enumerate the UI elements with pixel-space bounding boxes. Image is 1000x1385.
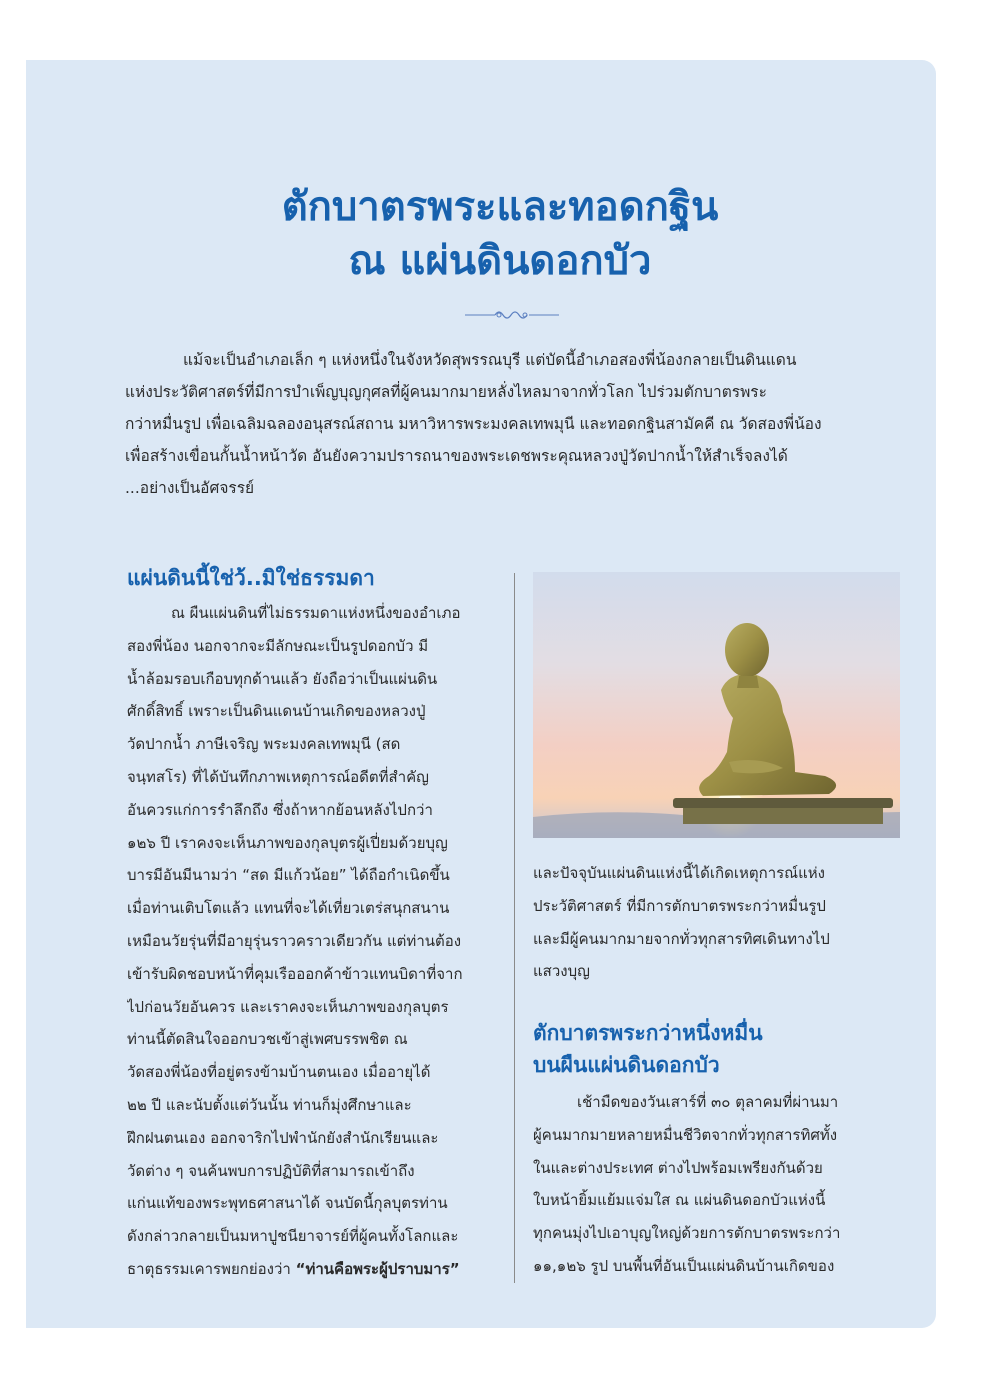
body-line: สองพี่น้อง นอกจากจะมีลักษณะเป็นรูปดอกบัว มี (127, 636, 429, 655)
column-divider (514, 573, 515, 1283)
statue-sunset-photo (533, 572, 900, 838)
section2-body (533, 1086, 900, 1283)
body-line: ๒๒ ปี และนับตั้งแต่วันนั้น ท่านก็มุ่งศึกษาและ (127, 1095, 412, 1114)
section2-heading-line1: ตักบาตรพระกว่าหนึ่งหมื่น (533, 1021, 763, 1045)
intro-paragraph (125, 344, 900, 504)
body-line: วัดปากน้ำ ภาษีเจริญ พระมงคลเทพมุนี (สด (127, 735, 401, 754)
body-line: วัดต่าง ๆ จนค้นพบการปฏิบัติที่สามารถเข้าถึง (127, 1161, 415, 1180)
intro-line: แห่งประวัติศาสตร์ที่มีการบำเพ็ญบุญกุศลที่ผู้คนมากมายหลั่งไหลมาจากทั่วโลก ไปร่วมตักบาตรพระ (125, 383, 767, 401)
right-column-continuation (533, 857, 900, 988)
body-line: ดังกล่าวกลายเป็นมหาปูชนียาจารย์ที่ผู้คนทั้งโลกและ (127, 1227, 459, 1246)
bold-quote: “ท่านคือพระผู้ปราบมาร” (295, 1259, 460, 1278)
body-line: ในและต่างประเทศ ต่างไปพร้อมเพรียงกันด้วย (533, 1158, 823, 1177)
body-line: แก่นแท้ของพระพุทธศาสนาได้ จนบัดนี้กุลบุตรท่าน (127, 1194, 448, 1213)
body-line: ๑๑,๑๒๖ รูป บนพื้นที่อันเป็นแผ่นดินบ้านเกิดของ (533, 1256, 835, 1275)
body-line: เข้ารับผิดชอบหน้าที่คุมเรือออกค้าข้าวแทนบิดาที่จาก (127, 964, 463, 983)
body-line: เหมือนวัยรุ่นที่มีอายุรุ่นราวคราวเดียวกัน แต่ท่านต้อง (127, 931, 462, 950)
body-line: ไปก่อนวัยอันควร และเราคงจะเห็นภาพของกุลบุตร (127, 997, 449, 1016)
body-line: ท่านนี้ตัดสินใจออกบวชเข้าสู่เพศบรรพชิต ณ (127, 1030, 408, 1049)
intro-line: ...อย่างเป็นอัศจรรย์ (125, 479, 255, 497)
page-title-line2: ณ แผ่นดินดอกบัว (348, 238, 652, 284)
body-line: ๑๒๖ ปี เราคงจะเห็นภาพของกุลบุตรผู้เปี่ยมด้วยบุญ (127, 833, 448, 852)
page-title-line1: ตักบาตรพระและทอดกฐิน (281, 184, 719, 230)
body-line: เมื่อท่านเติบโตแล้ว แทนที่จะได้เที่ยวเตร่สนุกสนาน (127, 899, 450, 918)
body-line: ผู้คนมากมายหลายหมื่นชีวิตจากทั่วทุกสารทิศทั้ง (533, 1125, 838, 1144)
body-line: อันควรแก่การรำลึกถึง ซึ่งถ้าหากย้อนหลังไปกว่า (127, 800, 433, 819)
section1-heading: แผ่นดินนี้ใช่ว้..มิใช่ธรรมดา (127, 566, 375, 590)
ornament-divider (465, 308, 559, 322)
body-line: และมีผู้คนมากมายจากทั่วทุกสารทิศเดินทางไป (533, 929, 830, 948)
section1-body (127, 597, 492, 1286)
body-line: วัดสองพี่น้องที่อยู่ตรงข้ามบ้านตนเอง เมื่ออายุได้ (127, 1063, 431, 1082)
body-line-last (127, 1253, 492, 1286)
body-line: ณ ผืนแผ่นดินที่ไม่ธรรมดาแห่งหนึ่งของอำเภอ (171, 604, 461, 622)
body-line: ศักดิ์สิทธิ์ เพราะเป็นดินแดนบ้านเกิดของหลวงปู่ (127, 702, 426, 721)
body-line: น้ำล้อมรอบเกือบทุกด้านแล้ว ยังถือว่าเป็นแผ่นดิน (127, 669, 438, 688)
body-line: ประวัติศาสตร์ ที่มีการตักบาตรพระกว่าหมื่นรูป (533, 896, 826, 915)
body-line: บารมีอันมีนามว่า “สด มีแก้วน้อย” ได้ถือกำเนิดขึ้น (127, 866, 450, 885)
body-line: เช้ามืดของวันเสาร์ที่ ๓๐ ตุลาคมที่ผ่านมา (577, 1093, 839, 1111)
body-line: ใบหน้ายิ้มแย้มแจ่มใส ณ แผ่นดินดอกบัวแห่งนี้ (533, 1191, 826, 1210)
section2-heading-line2: บนผืนแผ่นดินดอกบัว (533, 1053, 720, 1077)
body-line: แสวงบุญ (533, 962, 590, 981)
body-line: จนฺทสโร) ที่ได้บันทึกภาพเหตุการณ์อดีตที่สำคัญ (127, 767, 429, 786)
intro-line: แม้จะเป็นอำเภอเล็ก ๆ แห่งหนึ่งในจังหวัดสุพรรณบุรี แต่บัดนี้อำเภอสองพี่น้องกลายเป็นดินแดน (183, 351, 797, 369)
body-line: และปัจจุบันแผ่นดินแห่งนี้ได้เกิดเหตุการณ์แห่ง (533, 864, 825, 882)
body-line: ทุกคนมุ่งไปเอาบุญใหญ่ด้วยการตักบาตรพระกว่า (533, 1224, 841, 1243)
body-line: ฝึกฝนตนเอง ออกจาริกไปพำนักยังสำนักเรียนและ (127, 1128, 439, 1147)
body-line-text: ธาตุธรรมเคารพยกย่องว่า (127, 1259, 296, 1278)
intro-line: กว่าหมื่นรูป เพื่อเฉลิมฉลองอนุสรณ์สถาน มหาวิหารพระมงคลเทพมุนี และทอดกฐินสามัคคี ณ วัดสองพี่น้อง (125, 415, 822, 433)
intro-line: เพื่อสร้างเขื่อนกั้นน้ำหน้าวัด อันยังความปรารถนาของพระเดชพระคุณหลวงปู่วัดปากน้ำให้สำเร็จลงได้ (125, 447, 788, 465)
